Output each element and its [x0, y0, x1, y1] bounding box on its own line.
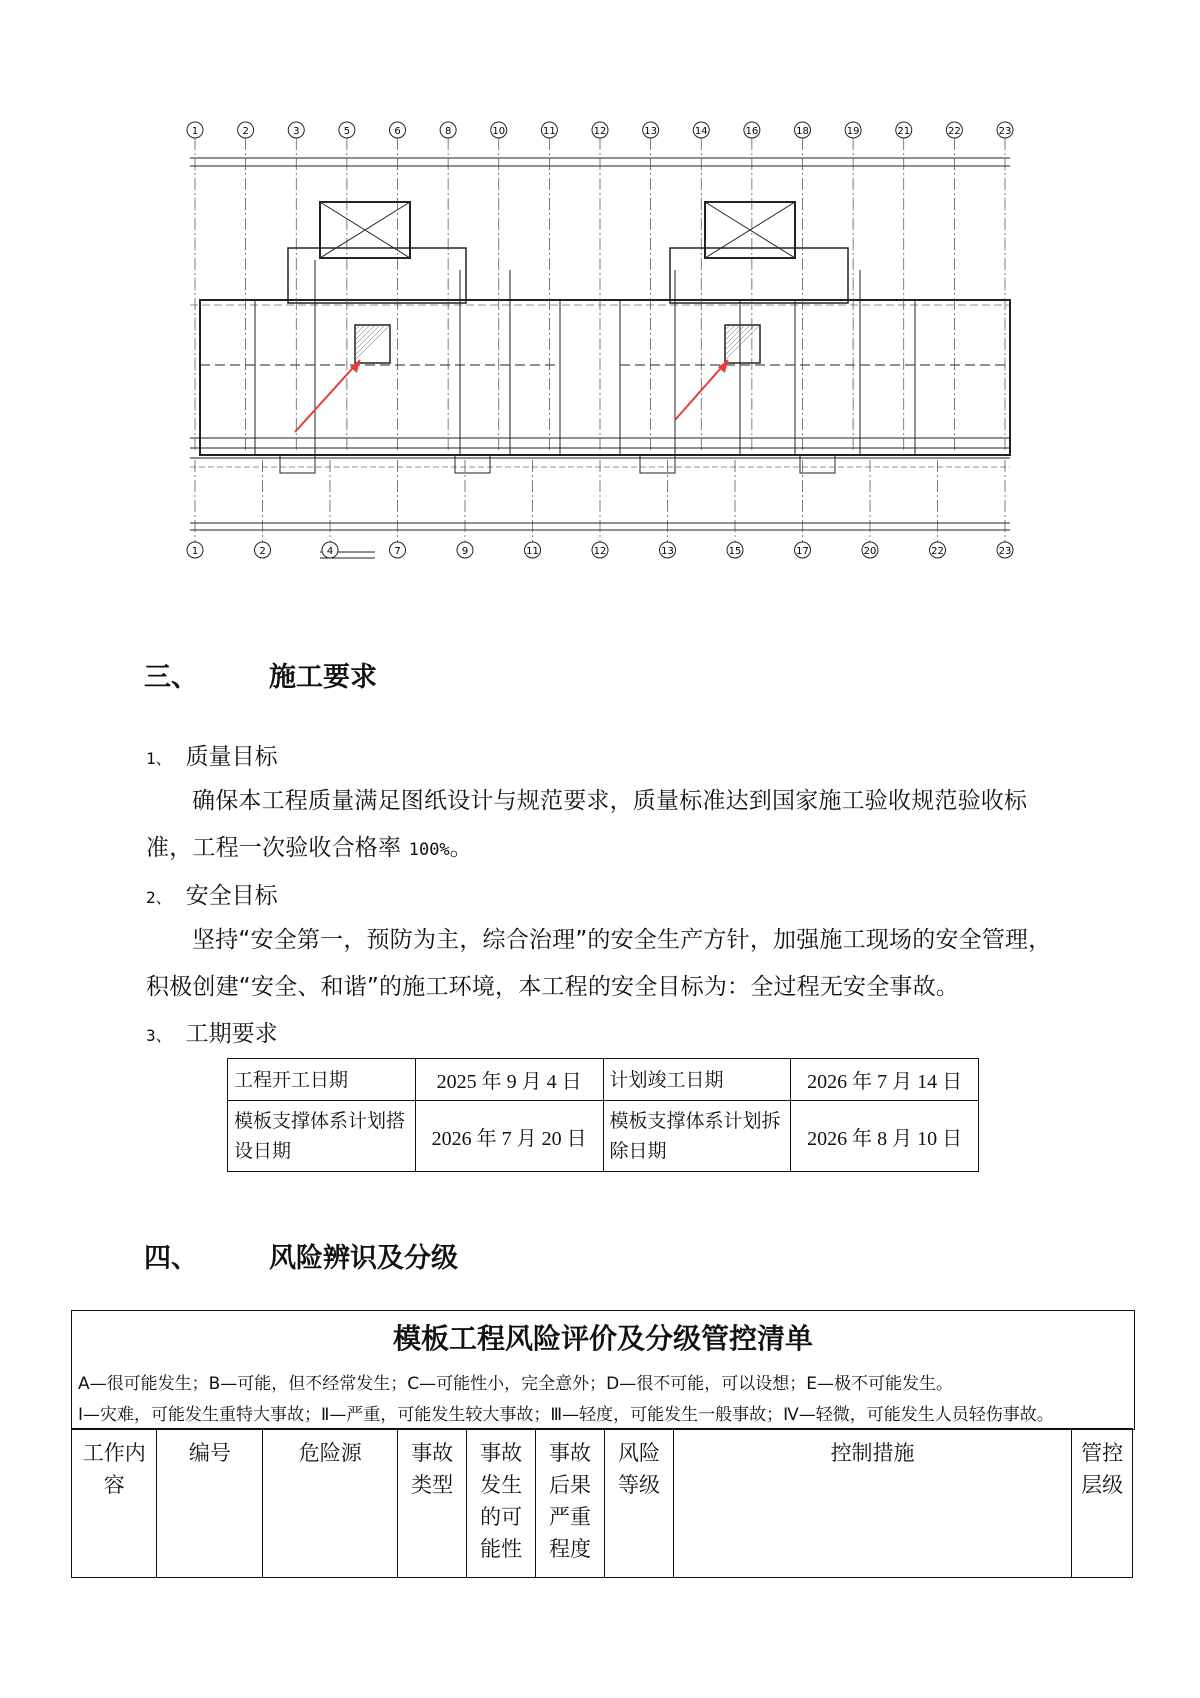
risk-table [71, 1428, 1133, 1578]
axis-label: 1 [191, 546, 199, 557]
column-header: 事故后果严重程度 [536, 1429, 605, 1578]
axis-label: 13 [644, 126, 657, 137]
column-header: 风险等级 [605, 1429, 674, 1578]
paragraph-text: 确保本工程质量满足图纸设计与规范要求，质量标准达到国家施工验收规范验收标准，工程一次验收合格率 [146, 788, 1028, 861]
hatch-line [355, 325, 365, 335]
table-row [228, 1101, 979, 1172]
axis-label: 23 [998, 546, 1012, 557]
table-cell: 工程开工日期 [228, 1059, 416, 1101]
axis-label: 2 [242, 126, 249, 137]
axis-label: 22 [948, 126, 961, 137]
axis-label: 4 [326, 546, 334, 557]
section-number: 四、 [144, 1243, 198, 1274]
axis-label: 11 [526, 546, 539, 557]
axis-label: 5 [343, 126, 351, 137]
item-number: 2、 [146, 888, 172, 907]
hatch-line [355, 325, 385, 355]
paragraph-text: 坚持“安全第一，预防为主，综合治理”的安全生产方针，加强施工现场的安全管理，积极创建“安全、和谐”的施工环境，本工程的安全目标为：全过程无安全事故。 [146, 927, 1052, 1000]
axis-label: 20 [863, 546, 877, 557]
pass-rate: 100% [408, 840, 450, 860]
axis-label: 16 [745, 126, 759, 137]
axis-label: 18 [796, 126, 809, 137]
table-cell: 2026 年 7 月 20 日 [415, 1101, 603, 1172]
column-header: 控制措施 [673, 1429, 1071, 1578]
item-number: 1、 [146, 749, 172, 768]
section-title: 施工要求 [269, 662, 377, 693]
axis-label: 13 [661, 546, 674, 557]
likelihood-legend: A—很可能发生；B—可能，但不经常发生；C—可能性小，完全意外；D—很不可能，可以设想；E—极不可能发生。 [78, 1374, 953, 1394]
section-number: 三、 [144, 662, 198, 693]
table-cell: 2025 年 9 月 4 日 [415, 1059, 603, 1101]
subheading-schedule [146, 1015, 278, 1048]
table-row [228, 1059, 979, 1101]
item-title: 工期要求 [185, 1021, 278, 1047]
column-header: 编号 [157, 1429, 263, 1578]
table-cell: 2026 年 7 月 14 日 [791, 1059, 979, 1101]
hatch-line [725, 325, 745, 345]
axis-label: 6 [394, 126, 401, 137]
section-title: 风险辨识及分级 [269, 1243, 458, 1274]
hatch-line [725, 325, 750, 350]
axis-label: 19 [846, 126, 860, 137]
axis-label: 1 [191, 126, 199, 137]
risk-list-header [71, 1310, 1135, 1430]
axis-label: 12 [593, 546, 607, 557]
table-cell: 模板支撑体系计划搭设日期 [228, 1101, 416, 1172]
axis-label: 11 [543, 126, 556, 137]
paragraph-safety [146, 917, 1056, 1011]
axis-label: 14 [694, 126, 708, 137]
column-header: 管控层级 [1072, 1429, 1133, 1578]
axis-label: 9 [461, 546, 469, 557]
section-heading-4 [144, 1236, 644, 1276]
hatch-line [725, 325, 735, 335]
axis-label: 3 [293, 126, 300, 137]
subheading-safety [146, 877, 278, 910]
paragraph-end: 。 [449, 835, 473, 861]
column-header: 事故发生的可能性 [467, 1429, 536, 1578]
table-cell: 模板支撑体系计划拆除日期 [603, 1101, 791, 1172]
axis-label: 8 [444, 126, 452, 137]
schedule-table [227, 1058, 979, 1172]
axis-label: 23 [998, 126, 1012, 137]
severity-legend: Ⅰ—灾难，可能发生重特大事故；Ⅱ—严重，可能发生较大事故；Ⅲ—轻度，可能发生一般事故；Ⅳ—轻微，可能发生人员轻伤事故。 [78, 1405, 1054, 1425]
floor-plan-drawing [180, 120, 1020, 620]
axis-label: 17 [796, 546, 809, 557]
axis-label: 2 [259, 546, 266, 557]
item-title: 质量目标 [185, 744, 278, 770]
table-header-row [72, 1429, 1133, 1578]
axis-label: 7 [394, 546, 401, 557]
axis-label: 21 [897, 126, 911, 137]
hatch-line [725, 325, 760, 360]
item-title: 安全目标 [185, 883, 278, 909]
hatch-line [355, 325, 390, 360]
axis-label: 12 [593, 126, 607, 137]
risk-list-title: 模板工程风险评价及分级管控清单 [392, 1322, 813, 1355]
table-cell: 2026 年 8 月 10 日 [791, 1101, 979, 1172]
axis-label: 15 [728, 546, 742, 557]
axis-label: 10 [492, 126, 506, 137]
hatch-line [355, 325, 375, 345]
item-number: 3、 [146, 1026, 172, 1045]
paragraph-quality [146, 778, 1056, 874]
hatch-line [355, 325, 380, 350]
table-cell: 计划竣工日期 [603, 1059, 791, 1101]
column-header: 危险源 [263, 1429, 398, 1578]
section-heading-3 [144, 655, 644, 695]
axis-label: 22 [931, 546, 944, 557]
subheading-quality [146, 738, 278, 771]
column-header: 工作内容 [72, 1429, 157, 1578]
column-header: 事故类型 [398, 1429, 467, 1578]
